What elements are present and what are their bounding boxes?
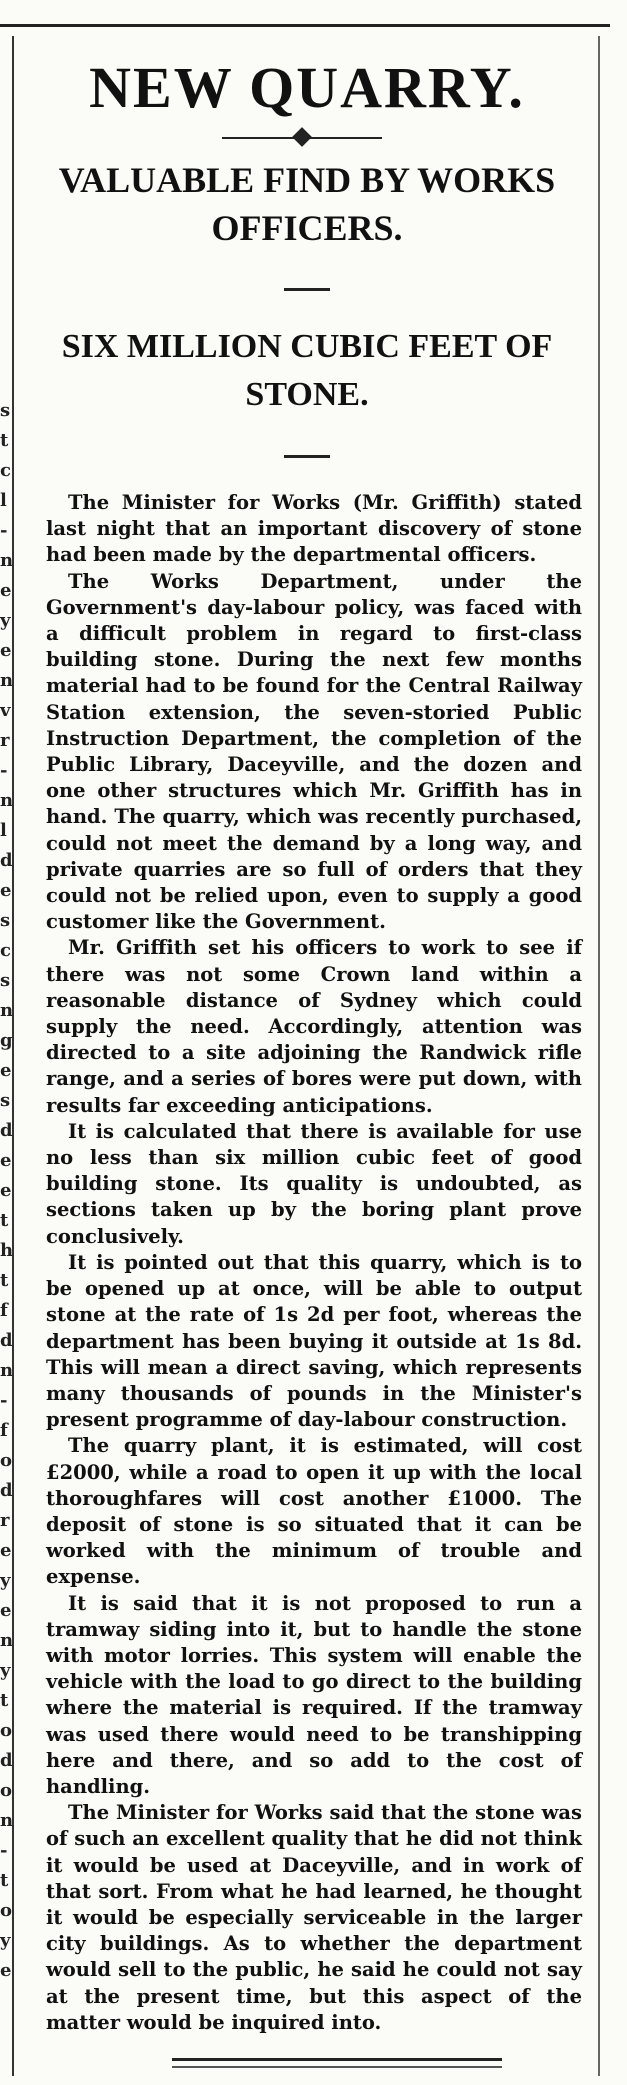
- end-rule: [172, 2066, 502, 2068]
- short-rule: [284, 288, 330, 291]
- margin-letter: n: [0, 670, 14, 691]
- margin-letter: d: [0, 1480, 13, 1501]
- right-column-rule: [598, 36, 600, 2076]
- paragraph: Mr. Griffith set his officers to work to see if there was not some Crown land within a reasonable distance of Sydney which could supply the need. Accordingly, attention was directed to a site adjoining the Randwick rifle range, and a series of bores were put down, with results far exceeding anticipations.: [46, 936, 582, 1117]
- margin-letter: d: [0, 1330, 13, 1351]
- margin-letter: n: [0, 1630, 14, 1651]
- margin-letter: o: [0, 1720, 13, 1741]
- margin-letter: r: [0, 1510, 10, 1531]
- margin-letter: t: [0, 1210, 9, 1231]
- paragraph: The Works Department, under the Government's day-labour policy, was faced with a difficult problem in regard to first-class building stone. During the next few months material had to be found for the Central Railway Station extension, the seven-storied Public Instruction Department, the completion of the Public Library, Daceyville, and the dozen and one other structures which Mr. Griffith has in hand. The quarry, which was recently purchased, could not meet the demand by a long way, and private quarries are so full of orders that they could not be relied upon, even to supply a good customer like the Government.: [46, 569, 582, 934]
- margin-letter: e: [0, 1540, 12, 1561]
- article-column: [22, 36, 592, 2068]
- margin-letter: y: [0, 1660, 11, 1681]
- margin-letter: e: [0, 880, 12, 901]
- paragraph: It is calculated that there is available for use no less than six million cubic feet of good building stone. Its quality is undoubted, as sections taken up by the boring plant prove conclusively.: [46, 1119, 582, 1248]
- end-rule: [172, 2058, 502, 2061]
- margin-letter: t: [0, 430, 9, 451]
- margin-letter: s: [0, 910, 11, 931]
- margin-letter: v: [0, 700, 11, 721]
- margin-letter: n: [0, 790, 14, 811]
- margin-letter: d: [0, 1750, 13, 1771]
- margin-letter: y: [0, 610, 11, 631]
- margin-letter: o: [0, 1900, 13, 1921]
- margin-letter: l: [0, 490, 7, 511]
- margin-letter: f: [0, 1300, 8, 1321]
- margin-letter: t: [0, 1690, 9, 1711]
- margin-letter: y: [0, 1570, 11, 1591]
- margin-letter: t: [0, 1270, 9, 1291]
- diamond-divider: [22, 126, 592, 150]
- short-rule: [284, 455, 330, 458]
- margin-letter: y: [0, 1930, 11, 1951]
- margin-letter: e: [0, 1600, 12, 1621]
- headline: NEW QUARRY.: [89, 55, 525, 120]
- margin-letter: e: [0, 580, 12, 601]
- margin-letter: e: [0, 1180, 12, 1201]
- subheadline: VALUABLE FIND BY WORKS OFFICERS.: [58, 160, 556, 248]
- margin-letter: h: [0, 1240, 14, 1261]
- paragraph: It is pointed out that this quarry, which is to be opened up at once, will be able to output stone at the rate of 1s 2d per foot, whereas the department has been buying it outside at 1s 8d. This will mean a direct saving, which represents many thousands of pounds in the Minister's present programme of day-labour construction.: [46, 1250, 582, 1432]
- margin-letter: r: [0, 730, 10, 751]
- top-rule: [0, 24, 610, 27]
- margin-letter: -: [0, 760, 8, 781]
- margin-letter: n: [0, 1000, 14, 1021]
- margin-letter: e: [0, 1060, 12, 1081]
- margin-letter: d: [0, 1120, 13, 1141]
- paragraph: It is said that it is not proposed to run a tramway siding into it, but to handle the stone with motor lorries. This system will enable the vehicle with the load to go direct to the building where the material is required. If the tramway was used there would need to be transhipping here and there, and so add to the cost of handling.: [46, 1591, 582, 1798]
- margin-letter: e: [0, 1960, 12, 1981]
- margin-letter: o: [0, 1450, 13, 1471]
- margin-letter: d: [0, 850, 13, 871]
- margin-letter: n: [0, 550, 14, 571]
- margin-letter: n: [0, 1810, 14, 1831]
- margin-letter: g: [0, 1030, 13, 1051]
- margin-letter: e: [0, 640, 12, 661]
- margin-letter: f: [0, 1420, 8, 1441]
- margin-letter: e: [0, 1150, 12, 1171]
- diamond-ornament-icon: [292, 127, 312, 147]
- paragraph: The Minister for Works said that the stone was of such an excellent quality that he did not think it would be used at Daceyville, and in work of that sort. From what he had learned, he thought it would be especially serviceable in the larger city buildings. As to whether the department would sell to the public, he said he could not say at the present time, but this aspect of the matter would be inquired into.: [46, 1801, 582, 2034]
- paragraph: The quarry plant, it is estimated, will cost £2000, while a road to open it up with the local thoroughfares will cost another £1000. The deposit of stone is so situated that it can be worked with the minimum of trouble and expense.: [46, 1434, 582, 1589]
- margin-letter: s: [0, 970, 11, 991]
- article-body: [46, 490, 582, 2036]
- margin-letter: t: [0, 1870, 9, 1891]
- subheadline-2: SIX MILLION CUBIC FEET OF STONE.: [61, 328, 553, 413]
- margin-letter: c: [0, 940, 11, 961]
- margin-letter: -: [0, 520, 8, 541]
- paragraph: The Minister for Works (Mr. Griffith) stated last night that an important discovery of stone had been made by the departmental officers.: [46, 491, 582, 567]
- margin-letter: s: [0, 1090, 11, 1111]
- margin-letter: c: [0, 460, 11, 481]
- margin-letter: o: [0, 1780, 13, 1801]
- margin-letter: l: [0, 820, 7, 841]
- margin-letter: s: [0, 400, 11, 421]
- margin-letter: n: [0, 1360, 14, 1381]
- margin-letter: -: [0, 1840, 8, 1861]
- margin-letter: -: [0, 1390, 8, 1411]
